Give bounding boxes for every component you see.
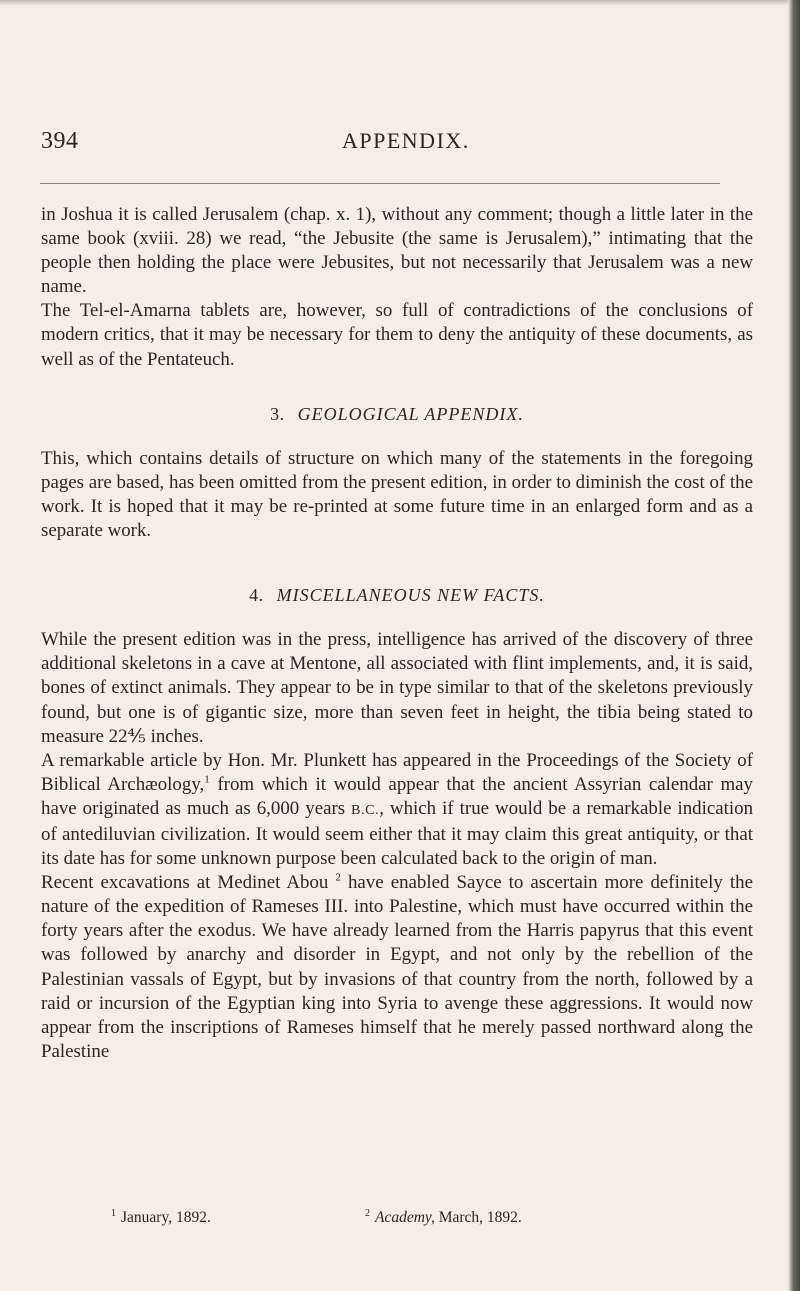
body-text [41,203,753,1064]
section-number: 4. [249,585,264,606]
section-heading-geological [41,402,753,426]
section-number: 3. [270,403,285,424]
paragraph-joshua: in Joshua it is called Jerusalem (chap. x. 1), without any comment; though a little later in the same book (xviii. 28) we read, “the Jebusite (the same is Jerusalem),” intimating that the people then holding the place were Jebusites, but not necessarily that Jerusalem was a new name. [41,204,753,298]
footnote-ref: 1 [204,773,210,786]
footnote-1: $^1$ January, 1892. [111,1208,211,1227]
page-top-edge [0,0,800,6]
paragraph-tel-el-amarna: The Tel-el-Amarna tablets are, however, so full of contradictions of the conclusions of modern critics, that it may be necessary for them to deny the antiquity of these documents, as well as of the Pentateuch. [41,300,753,370]
section-title: GEOLOGICAL APPENDIX. [297,403,524,424]
footnotes [111,1208,711,1227]
footnote-ref: 2 [335,871,341,884]
small-caps-bc: B.C. [351,802,380,818]
page-number: 394 [41,128,79,154]
section-heading-miscellaneous [41,583,753,607]
section-title: MISCELLANEOUS NEW FACTS. [276,585,545,606]
paragraph-mentone: While the present edition was in the press, intelligence has arrived of the discovery of three additional skeletons in a cave at Mentone, all associated with flint implements, and, it is said, bones of extinct animals. They appear to be in type similar to that of the skeletons previously found, but one is of gigantic size, more than seven feet in height, the tibia being stated to measure 22⅘ inches. [41,629,753,747]
paragraph-geological: This, which contains details of structure on which many of the statements in the foregoing pages are based, has been omitted from the present edition, in order to diminish the cost of the work. It is hoped that it may be re-printed at some future time in an enlarged form and as a separate work. [41,447,753,542]
footnote-2: $^2$ Academy, March, 1892. [365,1208,522,1227]
running-head: APPENDIX. [342,128,470,153]
paragraph-medinet-abou: Recent excavations at Medinet Abou $^2$ have enabled Sayce to ascertain more definitely the nature of the expedition of Rameses III. into Palestine, which must have occurred within the forty years after the exodus. We have already learned from the Harris papyrus that this event was followed by anarchy and disorder in Egypt, and not only by the rebellion of the Palestinian vassals of Egypt, but by invasions of that country from the north, followed by a raid or incursion of the Egyptian king into Syria to avenge these aggressions. It would now appear from the inscriptions of Rameses himself that he merely passed northward along the Palestine [41,871,753,1062]
paragraph-plunkett: A remarkable article by Hon. Mr. Plunkett has appeared in the Proceedings of the Society of Biblical Archæology,$^1$ from which it would appear that the ancient Assyrian calendar may have originated as much as 6,000 years B.C., which if true would be a remarkable indication of antediluvian civilization. It would seem either that it may claim this great antiquity, or that its date has for some unknown purpose been calculated back to the origin of man. [41,749,754,870]
header-rule [40,183,720,184]
page-binding-edge [788,0,800,1291]
